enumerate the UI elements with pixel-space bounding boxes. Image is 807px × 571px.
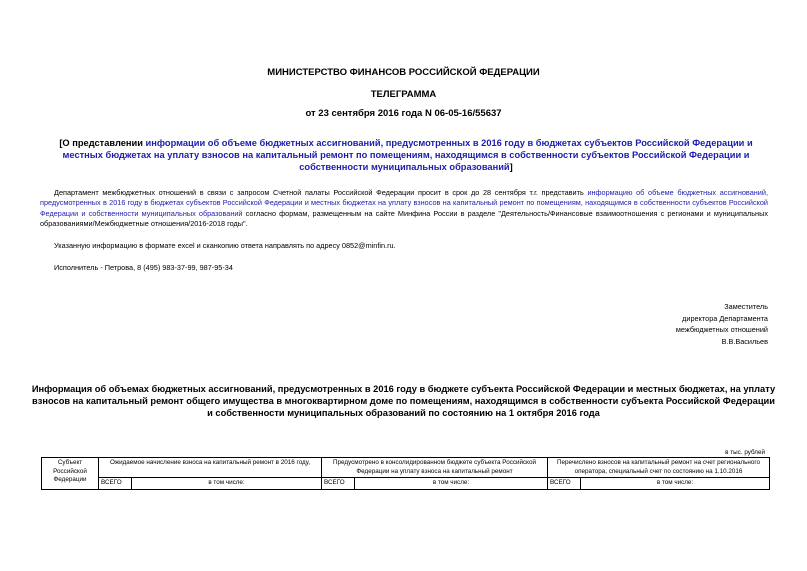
budgeted-total: ВСЕГО: [322, 478, 355, 490]
signature-name: В.В.Васильев: [721, 336, 768, 346]
table-subheader-row: [42, 478, 770, 490]
header-accrued: Ожидаемое начисление взноса на капитальный ремонт в 2016 году,: [99, 458, 322, 478]
header-subject: Субъект Российской Федерации: [42, 458, 99, 490]
header-transferred: Перечислено взносов на капитальный ремонт на счет регионального оператора, специальный счет по состоянию на 1.10.2016: [548, 458, 770, 478]
subject-open: [О представлении: [59, 138, 146, 148]
signature-line-1: Заместитель: [724, 302, 768, 311]
subject-link[interactable]: информации об объеме бюджетных ассигнований, предусмотренных в 2016 году в бюджетах субъектов Российской Федерации и местных бюджетах на уплату взносов на капитальный ремонт по помещениям, находящимся в собственности субъектов Российской Федерации и собственности муниципальных образований: [62, 138, 753, 172]
document-type: ТЕЛЕГРАММА: [370, 89, 437, 100]
information-title: Информация об объемах бюджетных ассигнований, предусмотренных в 2016 году в бюджете субъекта Российской Федерации и местных бюджетах, на уплату взносов на капитальный ремонт общего имущества в многоквартирном доме по помещениям, находящимся в собственности субъекта Российской Федерации и собственности муниципальных образований по состоянию на 1 октября 2016 года: [31, 384, 776, 418]
budgeted-including: в том числе:: [355, 478, 548, 490]
accrued-including: в том числе:: [132, 478, 322, 490]
ministry-heading: МИНИСТЕРСТВО ФИНАНСОВ РОССИЙСКОЙ ФЕДЕРАЦИИ: [267, 67, 540, 78]
header-budgeted: Предусмотрено в консолидированном бюджете субъекта Российской Федерации на уплату взноса на капитальный ремонт: [322, 458, 548, 478]
signature-line-2: директора Департамента: [682, 313, 768, 323]
subject-close: ]: [509, 162, 513, 172]
send-instructions: Указанную информацию в формате excel и сканкопию ответа направлять по адресу 0852@minfin.ru.: [54, 241, 396, 250]
table-header-row: [42, 458, 770, 478]
transferred-total: ВСЕГО: [548, 478, 581, 490]
body-link[interactable]: информацию об объеме бюджетных ассигнований, предусмотренных в 2016 году в бюджетах субъектов Российской Федерации и местных бюджетах на уплату взносов на капитальный ремонт по помещениям, находящимся в собственности субъектов Российской Федерации и собственности муниципальных образований: [40, 188, 768, 218]
document-date-number: от 23 сентября 2016 года N 06-05-16/55637: [305, 108, 502, 119]
accrued-total: ВСЕГО: [99, 478, 132, 490]
body-text-after: согласно формам, размещенным на сайте Минфина России в разделе "Деятельность/Финансовые взаимоотношения с регионами и муниципальных образованиями/Межбюджетные отношения/2016-2018 годы".: [40, 208, 768, 229]
unit-label: в тыс. рублей: [725, 449, 765, 456]
executor-contact: Исполнитель - Петрова, 8 (495) 983-37-99, 987-95-34: [54, 263, 233, 272]
transferred-including: в том числе:: [581, 478, 770, 490]
body-paragraph: [40, 188, 768, 230]
signature-line-3: межбюджетных отношений: [675, 325, 768, 334]
document-subject: [50, 137, 762, 173]
body-text-before: Департамент межбюджетных отношений в связи с запросом Счетной палаты Российской Федерации просит в срок до 28 сентября т.г. представить: [54, 188, 588, 197]
report-table: [41, 457, 770, 490]
signature-block: [676, 301, 768, 347]
